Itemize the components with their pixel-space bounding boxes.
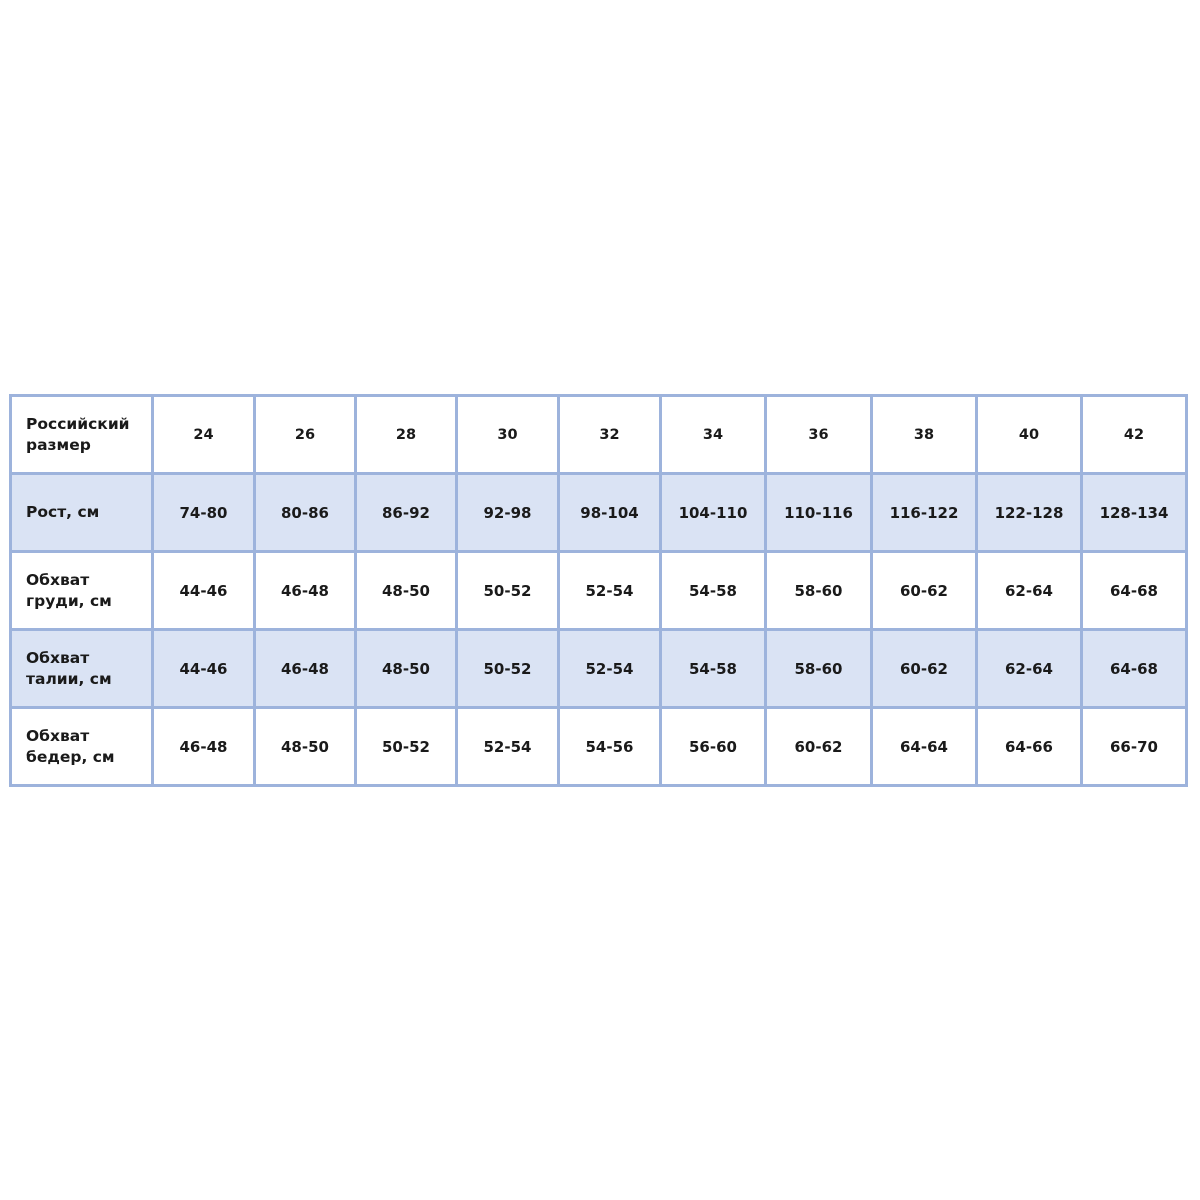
header-size-cell: 32 (559, 396, 661, 474)
table-cell: 46-48 (255, 552, 356, 630)
header-size-cell: 36 (766, 396, 872, 474)
header-size-cell: 28 (356, 396, 457, 474)
table-cell: 116-122 (872, 474, 977, 552)
table-cell: 44-46 (153, 630, 255, 708)
table-cell: 92-98 (457, 474, 559, 552)
table-cell: 62-64 (977, 552, 1082, 630)
table-cell: 64-64 (872, 708, 977, 786)
table-cell: 52-54 (559, 630, 661, 708)
table-row-hips (11, 708, 1187, 786)
table-cell: 48-50 (356, 630, 457, 708)
table-cell: 54-56 (559, 708, 661, 786)
row-label-chest: Обхват груди, см (11, 552, 153, 630)
table-cell: 98-104 (559, 474, 661, 552)
table-cell: 54-58 (661, 552, 766, 630)
table-cell: 64-66 (977, 708, 1082, 786)
table-cell: 46-48 (255, 630, 356, 708)
table-cell: 50-52 (457, 630, 559, 708)
table-cell: 60-62 (766, 708, 872, 786)
table-cell: 56-60 (661, 708, 766, 786)
table-cell: 48-50 (255, 708, 356, 786)
table-row-height (11, 474, 1187, 552)
table-cell: 48-50 (356, 552, 457, 630)
row-label-hips: Обхват бедер, см (11, 708, 153, 786)
table-cell: 58-60 (766, 630, 872, 708)
header-size-cell: 24 (153, 396, 255, 474)
table-cell: 54-58 (661, 630, 766, 708)
table-cell: 44-46 (153, 552, 255, 630)
header-size-cell: 26 (255, 396, 356, 474)
header-row (11, 396, 1187, 474)
table-cell: 50-52 (457, 552, 559, 630)
header-label-russian-size: Российский размер (11, 396, 153, 474)
header-size-cell: 38 (872, 396, 977, 474)
table-cell: 86-92 (356, 474, 457, 552)
header-size-cell: 30 (457, 396, 559, 474)
table-cell: 122-128 (977, 474, 1082, 552)
table-cell: 104-110 (661, 474, 766, 552)
table-cell: 64-68 (1082, 630, 1187, 708)
header-size-cell: 40 (977, 396, 1082, 474)
table-cell: 74-80 (153, 474, 255, 552)
header-size-cell: 42 (1082, 396, 1187, 474)
table-cell: 62-64 (977, 630, 1082, 708)
table-cell: 64-68 (1082, 552, 1187, 630)
table-row-chest (11, 552, 1187, 630)
table-cell: 52-54 (559, 552, 661, 630)
table-cell: 60-62 (872, 552, 977, 630)
table-cell: 50-52 (356, 708, 457, 786)
row-label-height: Рост, см (11, 474, 153, 552)
size-chart-table (9, 394, 1188, 787)
table-cell: 58-60 (766, 552, 872, 630)
header-size-cell: 34 (661, 396, 766, 474)
table-row-waist (11, 630, 1187, 708)
table-cell: 66-70 (1082, 708, 1187, 786)
table-cell: 128-134 (1082, 474, 1187, 552)
row-label-waist: Обхват талии, см (11, 630, 153, 708)
table-cell: 80-86 (255, 474, 356, 552)
table-cell: 52-54 (457, 708, 559, 786)
table-cell: 60-62 (872, 630, 977, 708)
table-cell: 46-48 (153, 708, 255, 786)
table-cell: 110-116 (766, 474, 872, 552)
